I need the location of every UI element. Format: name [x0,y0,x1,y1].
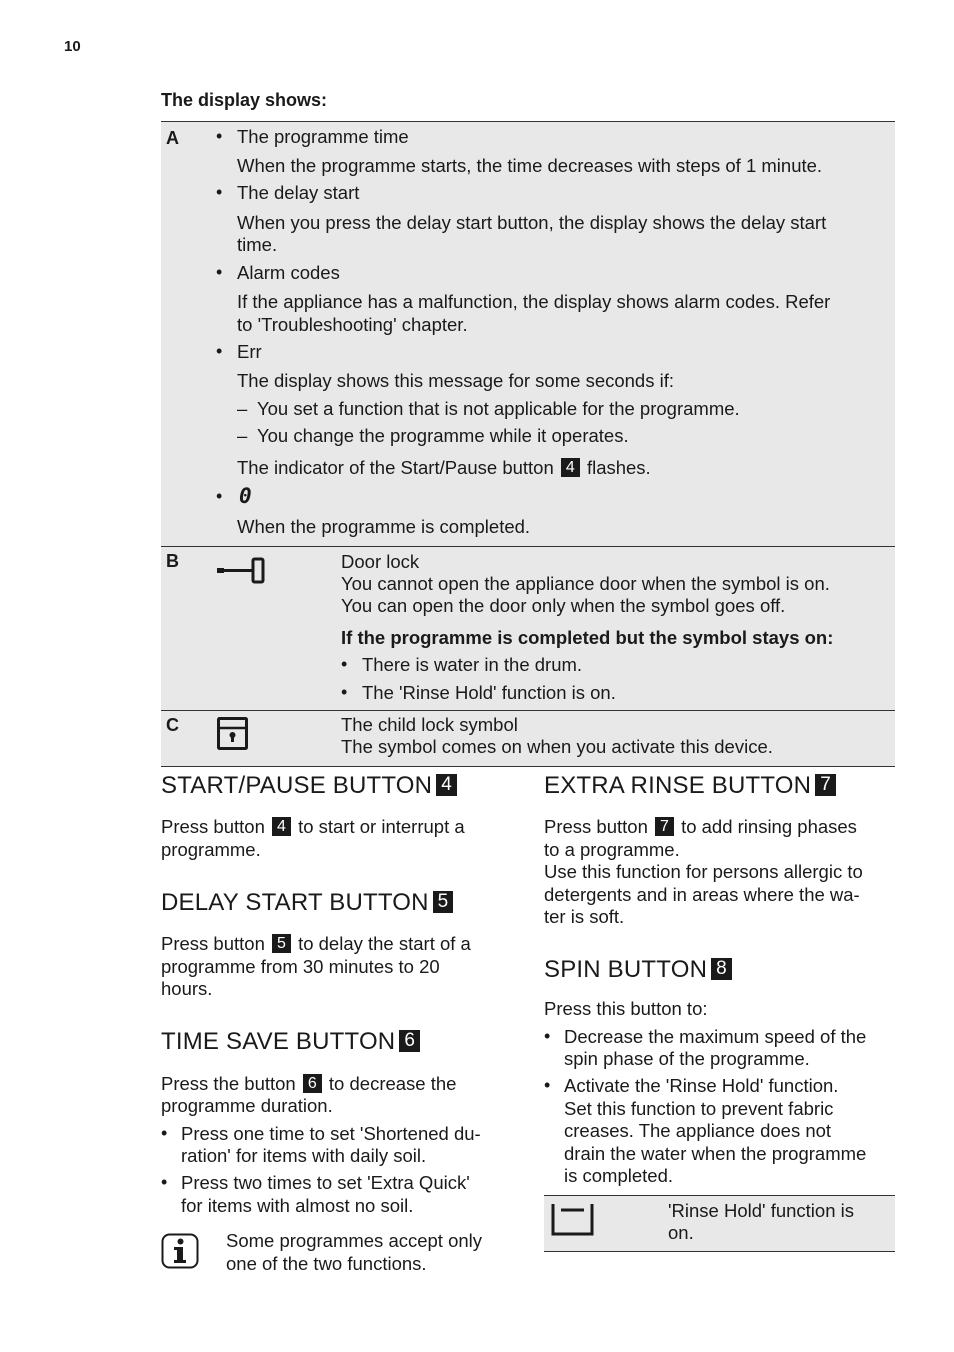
button-number-badge: 4 [561,458,580,477]
time-save-bullet: Press two times to set 'Extra Quick' [181,1172,470,1193]
extra-rinse-text: detergents and in areas where the wa- [544,884,860,905]
alarm-codes: Alarm codes [237,262,340,283]
door-lock-desc: You can open the door only when the symbol goes off. [341,595,786,616]
alarm-codes-desc: to 'Troubleshooting' chapter. [237,314,468,335]
body-text: to delay the start of a [298,933,471,954]
time-save-bullet: ration' for items with daily soil. [181,1145,427,1166]
rinse-hold-text: on. [668,1222,694,1243]
delay-start-text: programme from 30 minutes to 20 [161,956,440,977]
door-lock-item: There is water in the drum. [362,654,583,675]
delay-start: The delay start [237,182,360,203]
programme-time-desc: When the programme starts, the time decreases with steps of 1 minute. [237,155,823,176]
info-icon [161,1233,199,1269]
child-lock-icon [216,716,250,752]
row-label: B [166,551,179,571]
indicator-text: The indicator of the Start/Pause button [237,457,554,478]
display-heading: The display shows: [161,90,328,110]
time-save-bullet: for items with almost no soil. [181,1195,414,1216]
bullet: • [161,1123,168,1143]
bullet: • [216,262,223,282]
dash: – [237,425,248,446]
bullet: • [341,682,348,702]
start-pause-heading [161,772,457,800]
button-number-badge: 5 [272,934,291,953]
child-lock-title: The child lock symbol [341,714,518,735]
button-number-badge: 6 [399,1030,420,1052]
display-table [161,121,895,767]
time-save-text: programme duration. [161,1095,333,1116]
body-text: Press the button [161,1073,296,1094]
time-save-heading [161,1028,420,1056]
err-desc: The display shows this message for some seconds if: [237,370,674,391]
err: Err [237,341,262,362]
spin-intro: Press this button to: [544,998,708,1019]
programme-time: The programme time [237,126,409,147]
indicator-text: flashes. [586,457,651,478]
child-lock-desc: The symbol comes on when you activate this device. [341,736,773,757]
table-row-b [161,547,895,711]
completed-text: When the programme is completed. [237,516,531,537]
door-lock-desc: You cannot open the appliance door when the symbol is on. [341,573,830,594]
delay-start-text [161,933,471,956]
err-case: You change the programme while it operates. [257,425,629,446]
button-number-badge: 4 [272,817,291,836]
spin-bullet: drain the water when the programme [564,1143,867,1164]
delay-start-desc: When you press the delay start button, the display shows the delay start [237,212,827,233]
spin-bullet: spin phase of the programme. [564,1048,810,1069]
indicator-line [237,457,651,480]
door-lock-bold: If the programme is completed but the symbol stays on: [341,627,834,648]
rinse-hold-text: 'Rinse Hold' function is [668,1200,854,1221]
heading-text: SPIN BUTTON [544,956,708,983]
zero-display-symbol: 0 [239,484,252,508]
err-case: You set a function that is not applicable for the programme. [257,398,740,419]
door-lock-title: Door lock [341,551,420,572]
button-number-badge: 6 [303,1074,322,1093]
body-text: Press button [544,816,648,837]
spin-bullet: Activate the 'Rinse Hold' function. [564,1075,839,1096]
button-number-badge: 7 [815,774,836,796]
spin-bullet: Set this function to prevent fabric [564,1098,834,1119]
info-note: Some programmes accept only [226,1230,483,1251]
bullet: • [216,126,223,146]
bullet: • [341,654,348,674]
spin-bullet: is completed. [564,1165,673,1186]
button-number-badge: 5 [433,891,454,913]
rinse-hold-icon [550,1202,596,1238]
button-number-badge: 7 [655,817,674,836]
delay-start-desc: time. [237,234,278,255]
time-save-text [161,1073,456,1096]
extra-rinse-text: to a programme. [544,839,680,860]
bullet: • [216,182,223,202]
bullet: • [544,1026,551,1046]
page-number: 10 [64,38,81,55]
row-label: A [166,128,179,148]
heading-text: TIME SAVE BUTTON [161,1028,396,1055]
body-text: to add rinsing phases [681,816,857,837]
rinse-hold-table [544,1195,895,1252]
door-lock-item: The 'Rinse Hold' function is on. [362,682,616,703]
bullet: • [544,1075,551,1095]
row-label: C [166,715,179,735]
delay-start-heading [161,889,453,917]
spin-heading [544,956,732,984]
spin-bullet: Decrease the maximum speed of the [564,1026,867,1047]
spin-bullet: creases. The appliance does not [564,1120,832,1141]
extra-rinse-heading [544,772,836,800]
heading-text: EXTRA RINSE BUTTON [544,772,812,799]
bullet: • [216,486,223,506]
start-pause-text [161,816,465,839]
extra-rinse-text [544,816,857,839]
button-number-badge: 8 [711,958,732,980]
table-row-a [161,122,895,547]
table-row-c [161,711,895,767]
info-note: one of the two functions. [226,1253,427,1274]
bullet: • [216,341,223,361]
dash: – [237,398,248,419]
body-text: to start or interrupt a [298,816,465,837]
start-pause-text: programme. [161,839,261,860]
extra-rinse-text: ter is soft. [544,906,625,927]
heading-text: DELAY START BUTTON [161,889,429,916]
delay-start-text: hours. [161,978,213,999]
extra-rinse-text: Use this function for persons allergic to [544,861,863,882]
alarm-codes-desc: If the appliance has a malfunction, the display shows alarm codes. Refer [237,291,831,312]
body-text: Press button [161,933,265,954]
time-save-bullet: Press one time to set 'Shortened du- [181,1123,481,1144]
body-text: Press button [161,816,265,837]
door-lock-icon [215,557,267,585]
bullet: • [161,1172,168,1192]
heading-text: START/PAUSE BUTTON [161,772,433,799]
button-number-badge: 4 [436,774,457,796]
body-text: to decrease the [328,1073,457,1094]
